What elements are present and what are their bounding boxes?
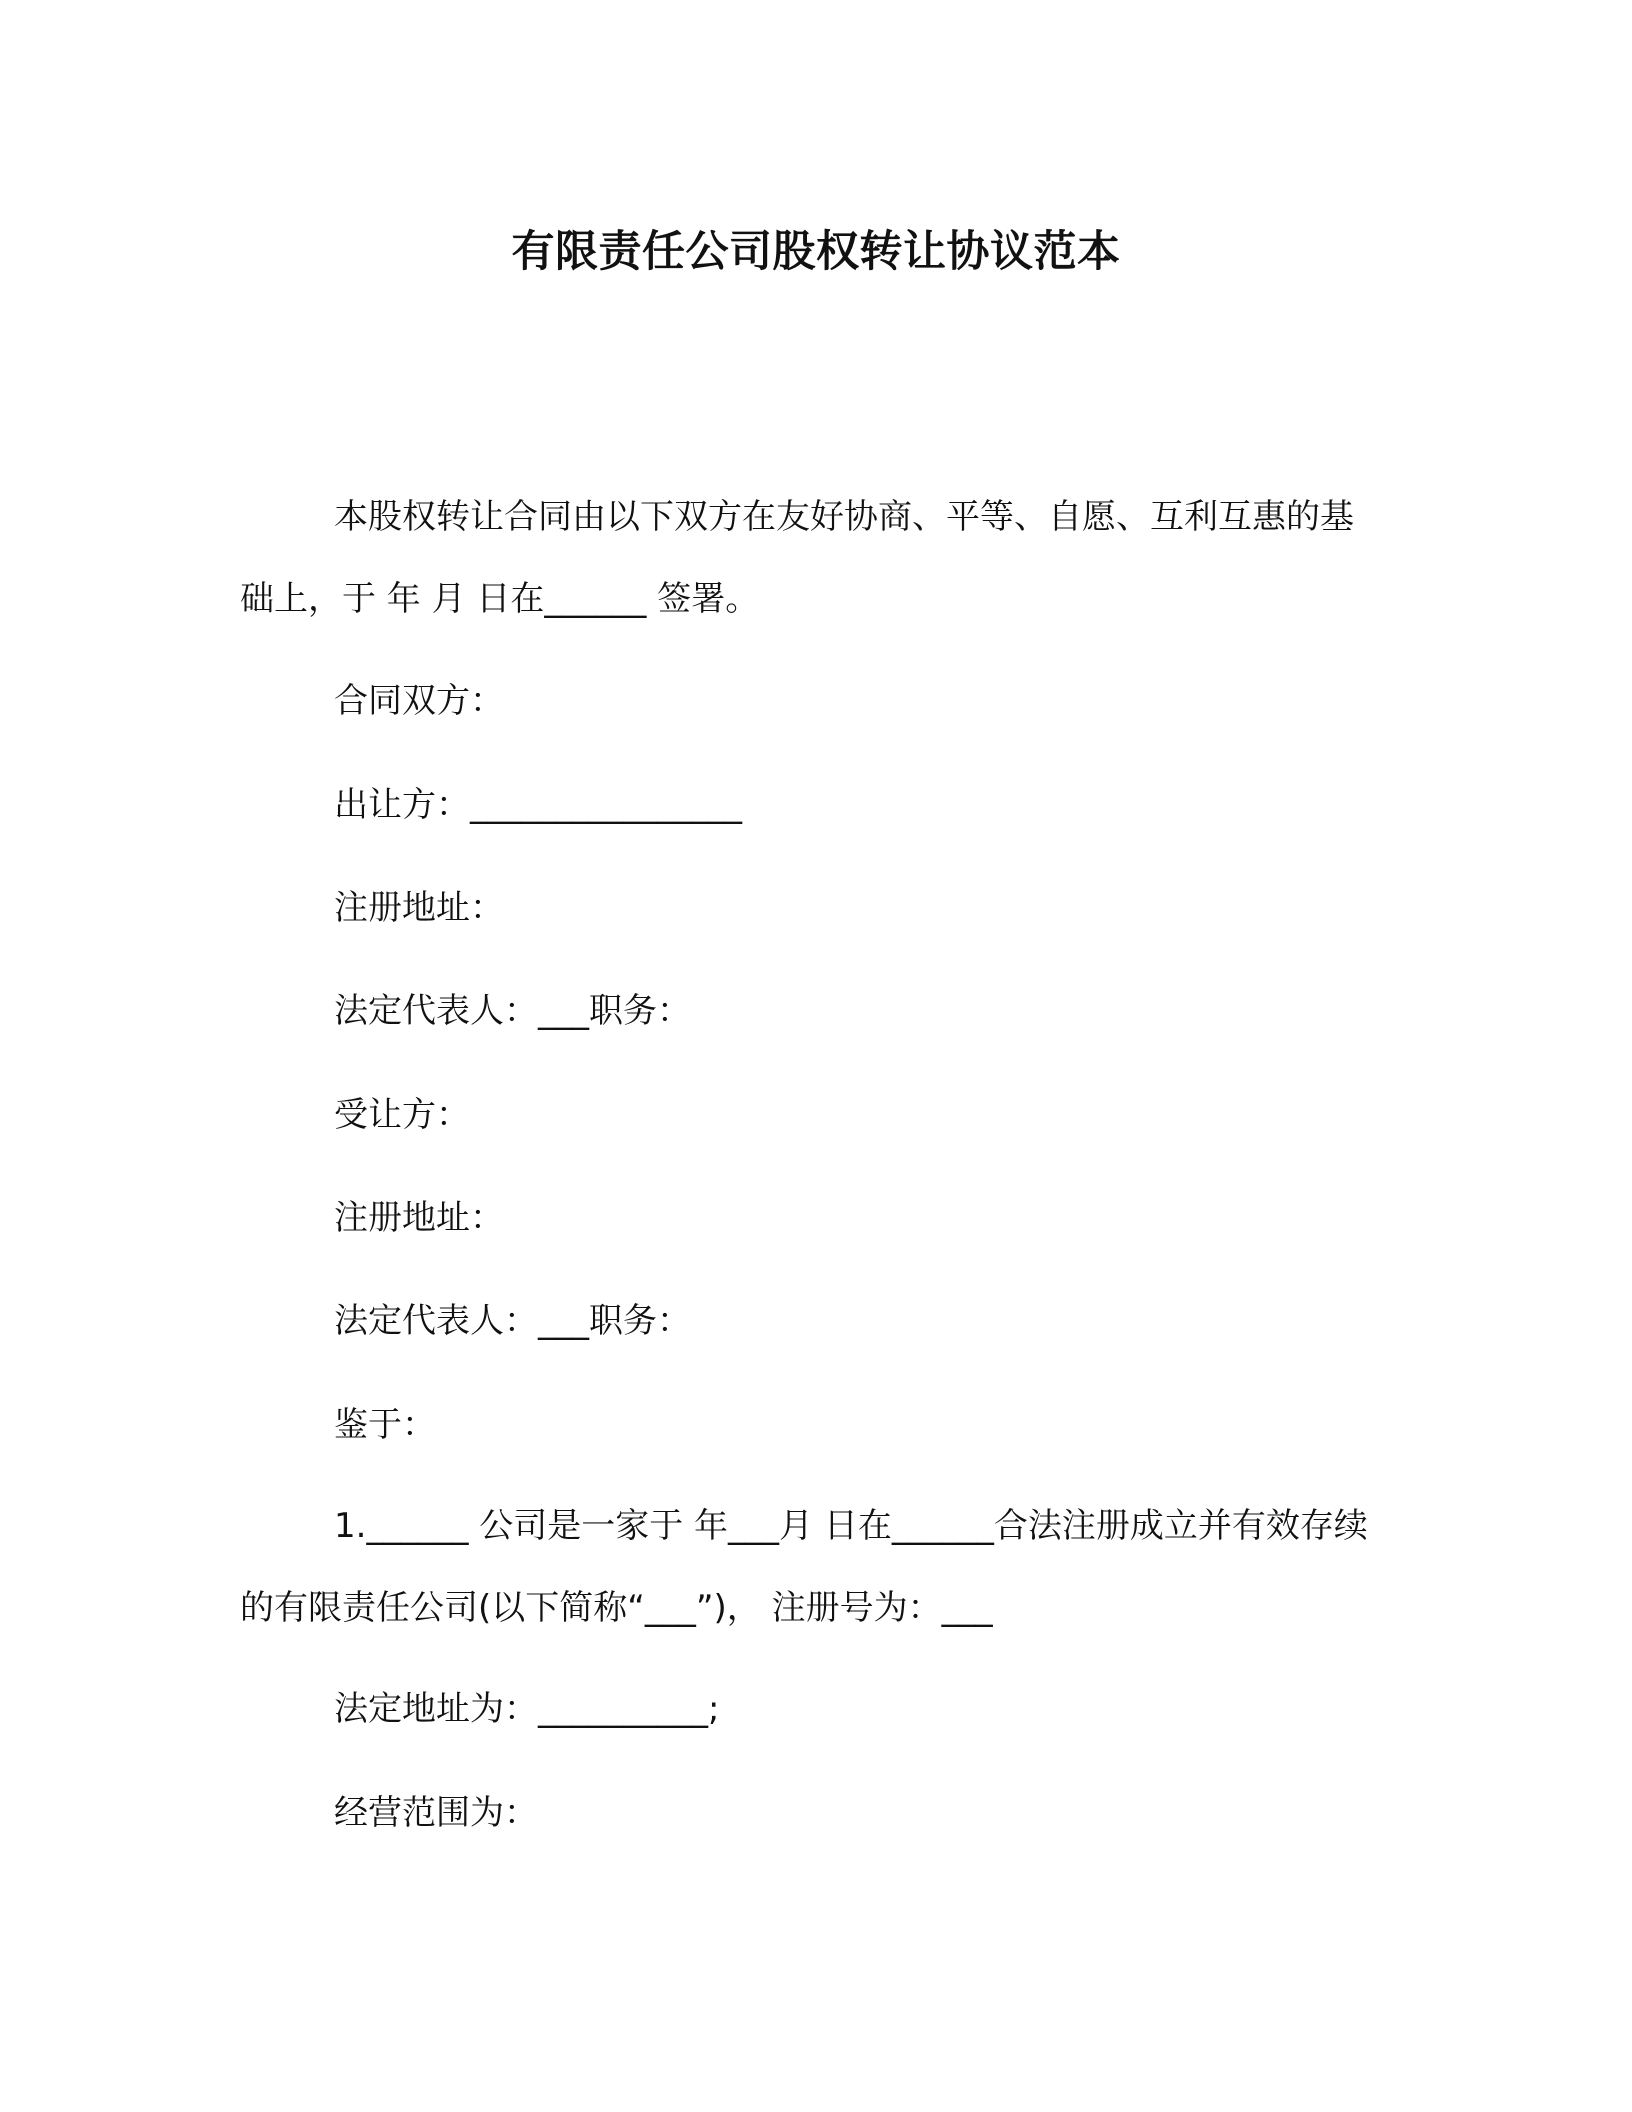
business-scope-line: 经营范围为： bbox=[334, 1793, 538, 1833]
transferee-address-line: 注册地址： bbox=[334, 1198, 504, 1238]
legal-address-line: 法定地址为：__________; bbox=[334, 1689, 720, 1729]
transferee-line: 受让方： bbox=[334, 1095, 470, 1135]
document-title: 有限责任公司股权转让协议范本 bbox=[511, 227, 1121, 277]
intro-paragraph: 本股权转让合同由以下双方在友好协商、平等、自愿、互利互惠的基础上，于 年 月 日在______ 签署。 bbox=[240, 497, 1354, 619]
transferee-representative-line: 法定代表人：___职务： bbox=[334, 1301, 691, 1341]
transferor-line: 出让方：________________ bbox=[334, 785, 742, 825]
clause-1-paragraph: 1.______ 公司是一家于 年___月 日在______合法注册成立并有效存续的有限责任公司(以下简称“___”)， 注册号为：___ bbox=[240, 1506, 1368, 1628]
parties-heading: 合同双方： bbox=[334, 681, 504, 721]
transferor-representative-line: 法定代表人：___职务： bbox=[334, 991, 691, 1031]
transferor-address-line: 注册地址： bbox=[334, 888, 504, 928]
whereas-heading: 鉴于： bbox=[334, 1405, 436, 1445]
